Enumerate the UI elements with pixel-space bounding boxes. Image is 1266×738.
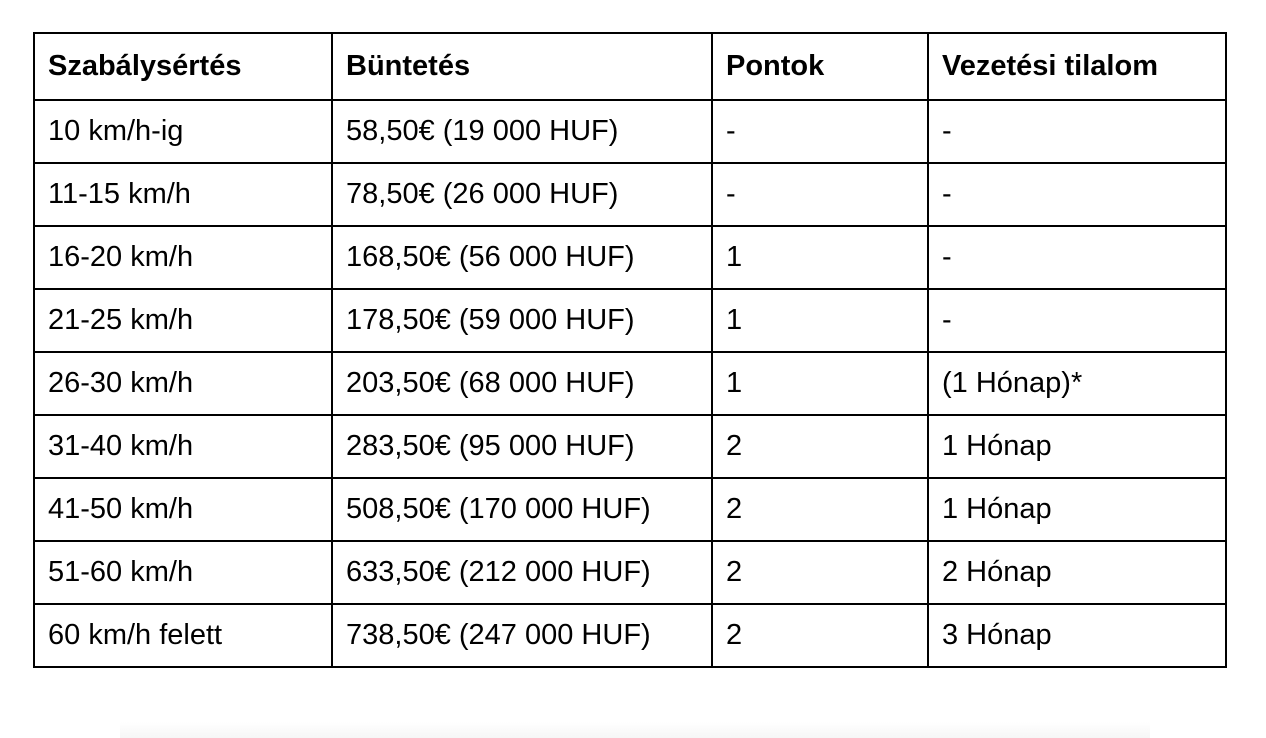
cell-points: 1 bbox=[712, 289, 928, 352]
cell-driving-ban: - bbox=[928, 226, 1226, 289]
table-row bbox=[34, 226, 1226, 289]
cell-violation: 11-15 km/h bbox=[34, 163, 332, 226]
bottom-shadow bbox=[120, 722, 1150, 738]
cell-driving-ban: 2 Hónap bbox=[928, 541, 1226, 604]
table-row bbox=[34, 289, 1226, 352]
header-fine: Büntetés bbox=[332, 33, 712, 100]
header-points: Pontok bbox=[712, 33, 928, 100]
table-row bbox=[34, 352, 1226, 415]
cell-points: 2 bbox=[712, 541, 928, 604]
cell-fine: 168,50€ (56 000 HUF) bbox=[332, 226, 712, 289]
cell-points: - bbox=[712, 163, 928, 226]
cell-points: 2 bbox=[712, 604, 928, 667]
cell-violation: 41-50 km/h bbox=[34, 478, 332, 541]
cell-violation: 51-60 km/h bbox=[34, 541, 332, 604]
speeding-fines-table bbox=[33, 32, 1227, 668]
cell-fine: 178,50€ (59 000 HUF) bbox=[332, 289, 712, 352]
cell-violation: 60 km/h felett bbox=[34, 604, 332, 667]
table-body bbox=[34, 100, 1226, 667]
cell-driving-ban: 3 Hónap bbox=[928, 604, 1226, 667]
table-row bbox=[34, 415, 1226, 478]
table-row bbox=[34, 163, 1226, 226]
cell-driving-ban: - bbox=[928, 289, 1226, 352]
cell-fine: 633,50€ (212 000 HUF) bbox=[332, 541, 712, 604]
table-row bbox=[34, 604, 1226, 667]
table-header bbox=[34, 33, 1226, 100]
cell-points: 2 bbox=[712, 415, 928, 478]
table-row bbox=[34, 478, 1226, 541]
cell-violation: 16-20 km/h bbox=[34, 226, 332, 289]
cell-driving-ban: 1 Hónap bbox=[928, 415, 1226, 478]
cell-violation: 26-30 km/h bbox=[34, 352, 332, 415]
table-row bbox=[34, 100, 1226, 163]
cell-fine: 508,50€ (170 000 HUF) bbox=[332, 478, 712, 541]
cell-fine: 283,50€ (95 000 HUF) bbox=[332, 415, 712, 478]
header-row bbox=[34, 33, 1226, 100]
cell-driving-ban: 1 Hónap bbox=[928, 478, 1226, 541]
cell-driving-ban: - bbox=[928, 100, 1226, 163]
cell-driving-ban: - bbox=[928, 163, 1226, 226]
cell-fine: 738,50€ (247 000 HUF) bbox=[332, 604, 712, 667]
header-violation: Szabálysértés bbox=[34, 33, 332, 100]
cell-fine: 78,50€ (26 000 HUF) bbox=[332, 163, 712, 226]
cell-violation: 31-40 km/h bbox=[34, 415, 332, 478]
cell-points: - bbox=[712, 100, 928, 163]
cell-points: 1 bbox=[712, 352, 928, 415]
cell-violation: 21-25 km/h bbox=[34, 289, 332, 352]
cell-driving-ban: (1 Hónap)* bbox=[928, 352, 1226, 415]
cell-fine: 58,50€ (19 000 HUF) bbox=[332, 100, 712, 163]
cell-points: 1 bbox=[712, 226, 928, 289]
table-row bbox=[34, 541, 1226, 604]
cell-points: 2 bbox=[712, 478, 928, 541]
cell-fine: 203,50€ (68 000 HUF) bbox=[332, 352, 712, 415]
cell-violation: 10 km/h-ig bbox=[34, 100, 332, 163]
header-driving-ban: Vezetési tilalom bbox=[928, 33, 1226, 100]
